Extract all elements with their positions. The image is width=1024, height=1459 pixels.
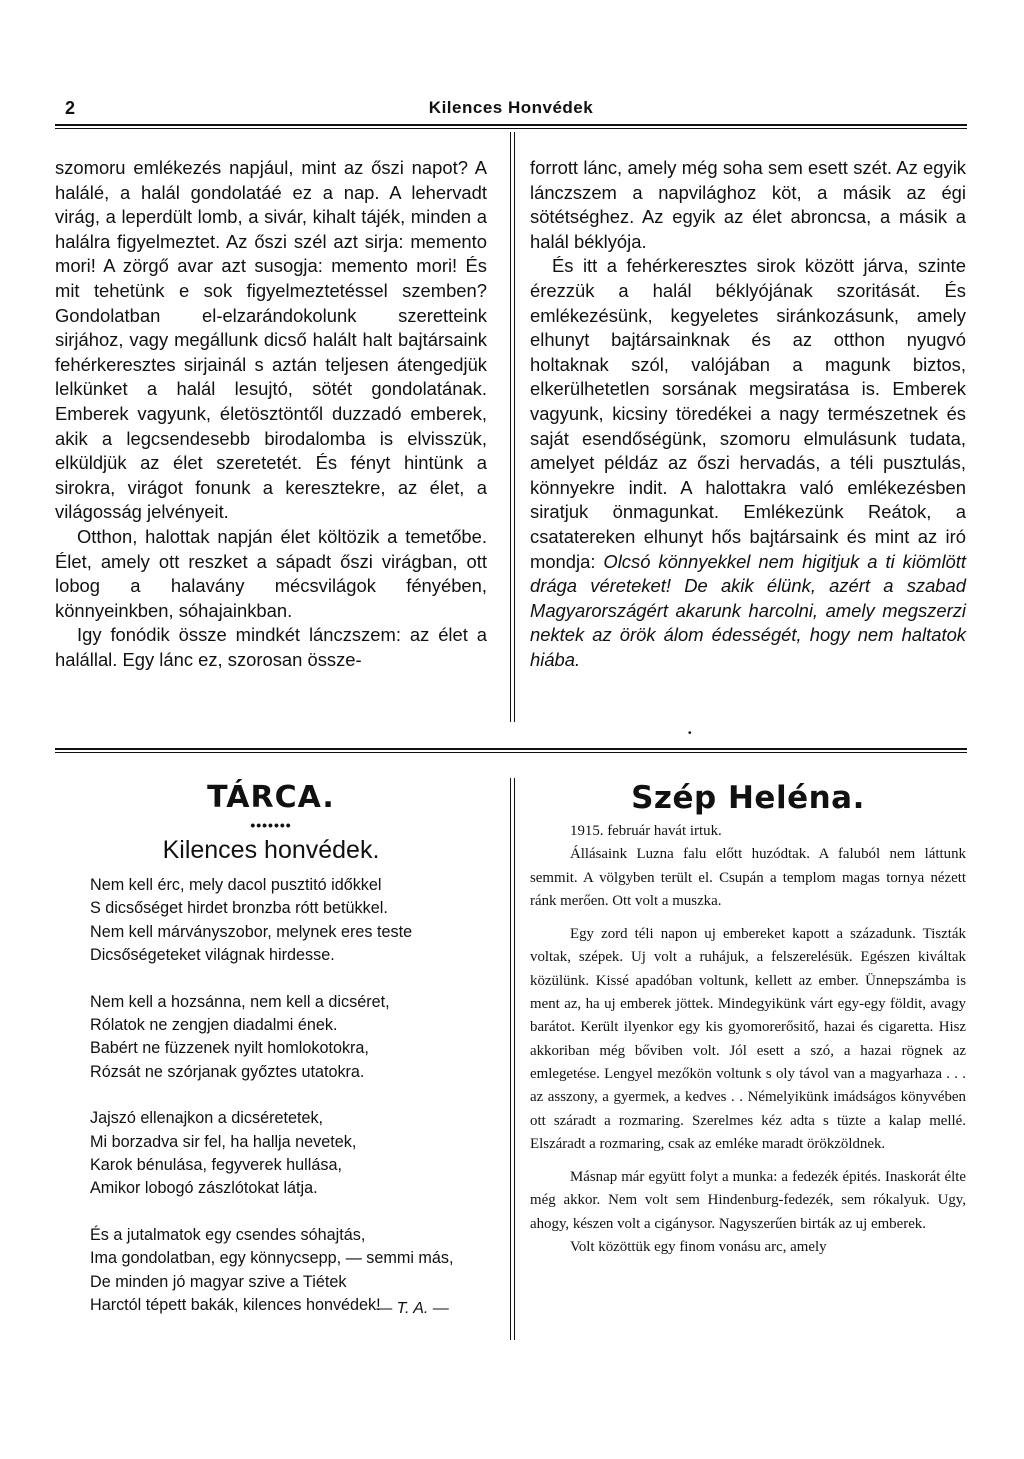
poem-title: Kilences honvédek. bbox=[162, 836, 380, 864]
poem-stanza bbox=[90, 1107, 490, 1201]
article-column-right bbox=[530, 156, 966, 672]
story-column bbox=[530, 820, 966, 1259]
poem-line: Mi borzadva sir fel, ha hallja nevetek, bbox=[90, 1132, 357, 1151]
poem-line: Rózsát ne szórjanak győztes utatokra. bbox=[90, 1062, 365, 1081]
page-header bbox=[55, 98, 967, 122]
section-rule bbox=[55, 748, 967, 750]
ornament-dots: ••••••• bbox=[250, 817, 292, 833]
poem-line: Amikor lobogó zászlótokat látja. bbox=[90, 1179, 318, 1198]
article-paragraph: Otthon, halottak napján élet költözik a temetőbe. Élet, amely ott reszket a sápadt őszi virágban, ott lobog a halavány mécsvilágok fényében, könnyeinkben, sóhajainkban. bbox=[55, 525, 487, 621]
poem-line: Nem kell érc, mely dacol pusztitó időkkel bbox=[90, 876, 382, 894]
poem-line: Harctól tépett bakák, kilences honvédek! bbox=[90, 1296, 381, 1315]
poem-signature: — T. A. — bbox=[376, 1300, 449, 1317]
poem-line: De minden jó magyar szive a Tiétek bbox=[90, 1272, 347, 1291]
column-divider bbox=[510, 778, 511, 1340]
header-rule-thin bbox=[55, 128, 967, 129]
poem-line: Nem kell márványszobor, melynek eres teste bbox=[90, 922, 413, 941]
story-paragraph: 1915. február havát irtuk. bbox=[570, 823, 722, 839]
article-column-left bbox=[55, 156, 487, 672]
poem-stanza bbox=[90, 874, 490, 968]
article-paragraph: forrott lánc, amely még soha sem esett szét. Az egyik lánczszem a napvilághoz köt, a másik az égi sötétséghez. Az egyik az élet abroncsa, a másik a halál béklyója. bbox=[530, 157, 966, 252]
poem-line: Babért ne füzzenek nyilt homlokotokra, bbox=[90, 1039, 369, 1058]
article-paragraph: szomoru emlékezés napjául, mint az őszi napot? A halálé, a halál gondolatáé ez a nap. A lehervadt virág, a leperdült lomb, a sivár, kihalt tájék, minden a halálra figyelmeztet. Az őszi szél azt sirja: memento mori! A zörgő avar azt susogja: memento mori! És mit tehetünk e sok figyelmeztetéssel szemben? Gondolatban el-elzarándokolunk szeretteink sirjához, vagy megállunk dicső halált halt bajtársaink fehérkeresztes sirjainál s aztán teljesen átengedjük lelkünket a halál lesujtó, sötét gondolatának. Emberek vagyunk, életösztöntől duzzadó emberek, akik a legcsendesebb birodalomba is elvisszük, elküldjük az élet szeretetét. És fényt hintünk a sirokra, virágot fonunk a keresztekre, az élet, a világosság jelvényeit. bbox=[55, 157, 487, 523]
poem-line: Karok bénulása, fegyverek hullása, bbox=[90, 1156, 342, 1175]
decorative-dot: • bbox=[688, 728, 692, 739]
column-divider bbox=[514, 132, 515, 722]
story-paragraph: Egy zord téli napon uj embereket kapott a századunk. Tiszták voltak, szépek. Uj volt a ruhájuk, a felszerelésük. Egészen kiváltak közülünk. Kissé apadóban voltunk, kellett az ember. Ünnepszámba is ment az, ha uj emberek jöttek. Mindegyikünk várt egy-egy földit, avagy barátot. Került ilyenkor egy kis gyomorerősitő, hazai és cigaretta. Hisz akkoriban még bőviben volt. Jól esett a szó, a hazai rögnek az emlegetése. Lengyel mezőkön voltunk s oly távol van a magyarhaza . . . az asszony, a gyermek, a kedves . . Némelyikünk imádságos könyvében ott száradt a rozmaring. Szerelmes kéz adta s tüzte a kalap mellé. Elszáradt a rozmaring, csak az emléke maradt örökzöldnek. bbox=[530, 926, 966, 1152]
column-divider bbox=[510, 132, 511, 722]
poem bbox=[90, 874, 490, 1341]
article-quote: Olcsó könnyekkel nem higitjuk a ti kiömlött drága véreteket! De akik élünk, azért a szabad Magyarországért akarunk harcolni, amely megszerzi nektek az örök álom édességét, hogy nem haltatok hiába. bbox=[530, 550, 966, 670]
poem-line: Nem kell a hozsánna, nem kell a dicséret, bbox=[90, 992, 390, 1011]
poem-stanza bbox=[90, 991, 490, 1085]
story-heading: Szép Heléna. bbox=[631, 780, 865, 816]
story-paragraph: Állásaink Luzna falu előtt huzódtak. A faluból nem láttunk semmit. A völgyben terült el. Csupán a templom magas tornya nézett ránk merően. Ott volt a muszka. bbox=[530, 846, 966, 909]
story-paragraph: Másnap már együtt folyt a munka: a fedezék épités. Inaskorát élte még akkor. Nem volt sem Hindenburg-fedezék, sem rókalyuk. Ugy, ahogy, készen volt a cigánysor. Nagyszerűen birták az uj emberek. bbox=[530, 1169, 966, 1232]
story-paragraph: Volt közöttük egy finom vonásu arc, amely bbox=[570, 1239, 827, 1256]
poem-line: És a jutalmatok egy csendes sóhajtás, bbox=[90, 1225, 366, 1244]
running-title: Kilences Honvédek bbox=[428, 98, 594, 117]
header-rule bbox=[55, 124, 967, 126]
article-paragraph bbox=[530, 254, 966, 672]
tarca-heading: TÁRCA. bbox=[207, 780, 335, 815]
poem-line: Dicsőségeteket világnak hirdesse. bbox=[90, 946, 335, 965]
poem-line: S dicsőséget hirdet bronzba rótt betükkel. bbox=[90, 899, 388, 918]
poem-line: Jajszó ellenajkon a dicséretetek, bbox=[90, 1109, 324, 1128]
article-paragraph: Igy fonódik össze mindkét lánczszem: az élet a halállal. Egy lánc ez, szorosan össze- bbox=[55, 624, 487, 670]
section-rule-thin bbox=[55, 752, 967, 753]
poem-line: Ima gondolatban, egy könnycsepp, — semmi más, bbox=[90, 1249, 454, 1268]
poem-line: Rólatok ne zengjen diadalmi ének. bbox=[90, 1016, 338, 1035]
column-divider bbox=[514, 778, 515, 1340]
page-number: 2 bbox=[65, 98, 76, 118]
article-text: És itt a fehérkeresztes sirok között járva, szinte érezzük a halál béklyójának szoritását. És emlékezésünk, kegyeletes siránkozásunk, amely elhunyt bajtársainknak és az otthon nyugvó holtaknak szól, valójában a magunk biztos, elkerülhetetlen sorsának megsiratása is. Emberek vagyunk, kicsiny töredékei a nagy természetnek és saját esendőségünk, szomoru elmulásunk tudata, amelyet példáz az őszi hervadás, a téli pusztulás, könnyekre indit. A halottakra való emlékezésben siratjuk önmagunkat. Emlékezünk Reátok, a csatatereken elhunyt hős bajtársaink és mint az iró mondja: bbox=[530, 255, 966, 572]
